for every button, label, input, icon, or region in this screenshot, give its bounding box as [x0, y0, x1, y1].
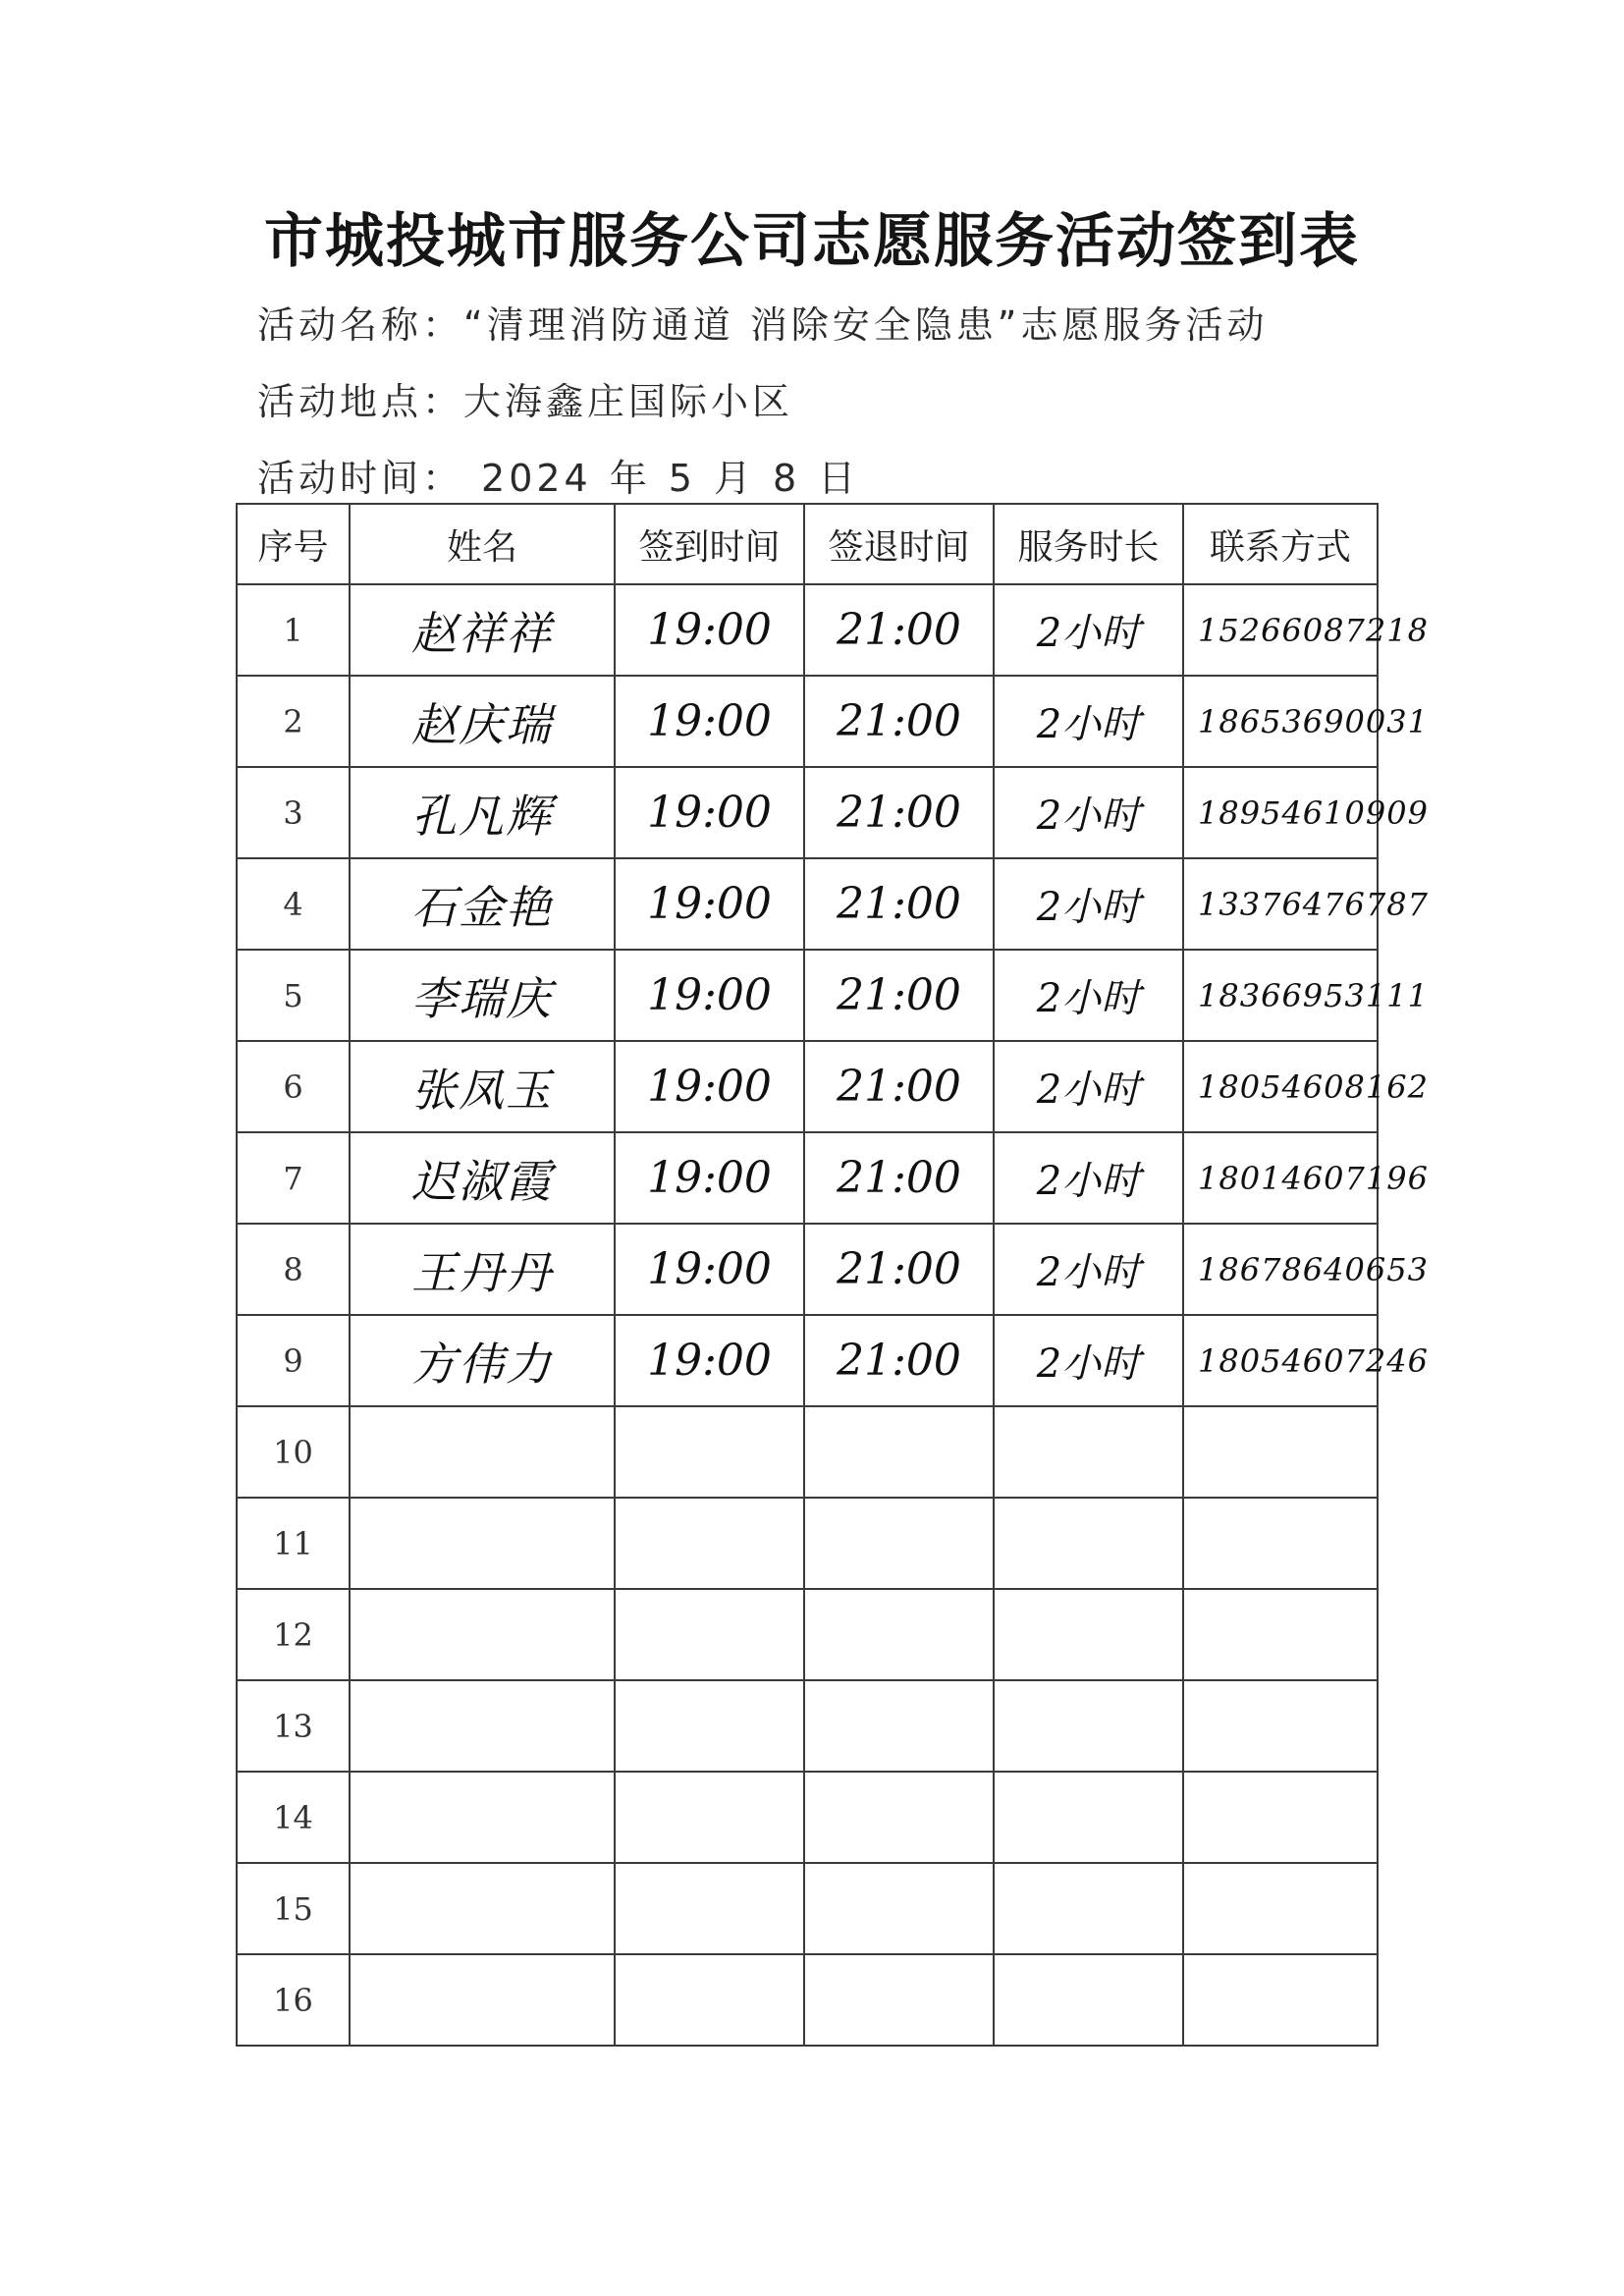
service-duration	[994, 1589, 1183, 1680]
table-row	[237, 767, 1378, 858]
service-duration	[994, 1406, 1183, 1498]
signature-name	[350, 1954, 615, 2046]
sign-in-time: 19:00	[615, 1315, 804, 1406]
row-number: 4	[237, 858, 350, 950]
sign-in-time	[615, 1498, 804, 1589]
service-duration	[994, 1680, 1183, 1772]
header-sign-in-time: 签到时间	[615, 504, 804, 584]
table-row	[237, 1041, 1378, 1132]
row-number: 7	[237, 1132, 350, 1224]
table-row	[237, 1589, 1378, 1680]
activity-name-label: 活动名称：	[257, 303, 464, 347]
row-number: 1	[237, 584, 350, 676]
contact-phone	[1183, 1498, 1378, 1589]
service-duration: 2小时	[994, 584, 1183, 676]
table-row	[237, 1224, 1378, 1315]
table-row	[237, 1954, 1378, 2046]
table-row	[237, 1772, 1378, 1863]
signature-name	[350, 1680, 615, 1772]
row-number: 13	[237, 1680, 350, 1772]
sign-out-time: 21:00	[804, 1132, 994, 1224]
table-row	[237, 1863, 1378, 1954]
sign-out-time: 21:00	[804, 767, 994, 858]
sign-out-time: 21:00	[804, 858, 994, 950]
service-duration: 2小时	[994, 1315, 1183, 1406]
sign-out-time	[804, 1498, 994, 1589]
table-row	[237, 676, 1378, 767]
sign-in-time: 19:00	[615, 584, 804, 676]
signature-name	[350, 1589, 615, 1680]
document-title: 市城投城市服务公司志愿服务活动签到表	[264, 207, 1360, 276]
service-duration: 2小时	[994, 1132, 1183, 1224]
sign-in-time: 19:00	[615, 767, 804, 858]
header-service-duration: 服务时长	[994, 504, 1183, 584]
sign-out-time: 21:00	[804, 584, 994, 676]
sign-out-time: 21:00	[804, 1224, 994, 1315]
header-sign-out-time: 签退时间	[804, 504, 994, 584]
table-body	[237, 584, 1429, 2046]
contact-phone	[1183, 1406, 1378, 1498]
contact-phone: 18653690031	[1183, 676, 1378, 767]
service-duration	[994, 1772, 1183, 1863]
activity-name-value: “清理消防通道 消除安全隐患”志愿服务活动	[463, 303, 1269, 347]
sign-in-time: 19:00	[615, 1041, 804, 1132]
activity-month: 5	[668, 457, 696, 500]
row-number: 12	[237, 1589, 350, 1680]
sign-out-time	[804, 1680, 994, 1772]
table-row	[237, 1680, 1378, 1772]
sign-in-time: 19:00	[615, 950, 804, 1041]
contact-phone	[1183, 1680, 1378, 1772]
sign-in-time: 19:00	[615, 1132, 804, 1224]
header-name: 姓名	[350, 504, 615, 584]
signature-name	[350, 1498, 615, 1589]
signature-name: 李瑞庆	[350, 950, 615, 1041]
contact-phone: 18366953111	[1183, 950, 1378, 1041]
sign-out-time: 21:00	[804, 1315, 994, 1406]
row-number: 8	[237, 1224, 350, 1315]
sign-out-time: 21:00	[804, 676, 994, 767]
service-duration	[994, 1498, 1183, 1589]
header-contact: 联系方式	[1183, 504, 1378, 584]
signature-name: 迟淑霞	[350, 1132, 615, 1224]
service-duration: 2小时	[994, 767, 1183, 858]
signature-name: 赵庆瑞	[350, 676, 615, 767]
signature-name	[350, 1863, 615, 1954]
activity-day: 8	[772, 457, 801, 500]
sign-in-time	[615, 1680, 804, 1772]
row-number: 15	[237, 1863, 350, 1954]
activity-place-label: 活动地点：	[257, 380, 464, 423]
activity-name-line	[257, 295, 1268, 349]
sign-in-time: 19:00	[615, 1224, 804, 1315]
sign-out-time	[804, 1863, 994, 1954]
contact-phone: 18678640653	[1183, 1224, 1378, 1315]
row-number: 9	[237, 1315, 350, 1406]
contact-phone: 18054608162	[1183, 1041, 1378, 1132]
contact-phone: 18954610909	[1183, 767, 1378, 858]
sign-out-time	[804, 1772, 994, 1863]
row-number: 16	[237, 1954, 350, 2046]
table-header-row	[237, 504, 1378, 584]
activity-place-line	[257, 371, 793, 425]
header-seq: 序号	[237, 504, 350, 584]
sign-in-time	[615, 1863, 804, 1954]
activity-day-unit: 日	[818, 457, 860, 500]
activity-place-value: 大海鑫庄国际小区	[463, 380, 794, 423]
signature-name: 张凤玉	[350, 1041, 615, 1132]
row-number: 6	[237, 1041, 350, 1132]
row-number: 2	[237, 676, 350, 767]
signature-name: 石金艳	[350, 858, 615, 950]
sign-out-time: 21:00	[804, 1041, 994, 1132]
table-row	[237, 1406, 1378, 1498]
sign-in-time	[615, 1589, 804, 1680]
signature-name: 孔凡辉	[350, 767, 615, 858]
row-number: 5	[237, 950, 350, 1041]
table-row	[237, 1132, 1378, 1224]
signature-name	[350, 1772, 615, 1863]
sign-out-time	[804, 1406, 994, 1498]
contact-phone	[1183, 1954, 1378, 2046]
activity-time-label: 活动时间：	[257, 457, 464, 500]
signature-name	[350, 1406, 615, 1498]
signature-name: 方伟力	[350, 1315, 615, 1406]
service-duration: 2小时	[994, 858, 1183, 950]
sign-out-time	[804, 1954, 994, 2046]
activity-month-unit: 月	[713, 457, 755, 500]
table-row	[237, 1498, 1378, 1589]
activity-time-line	[257, 448, 859, 502]
contact-phone: 13376476787	[1183, 858, 1378, 950]
sign-out-time: 21:00	[804, 950, 994, 1041]
table-row	[237, 950, 1378, 1041]
sign-in-table	[236, 503, 1429, 2047]
sign-in-time: 19:00	[615, 676, 804, 767]
contact-phone	[1183, 1589, 1378, 1680]
contact-phone	[1183, 1863, 1378, 1954]
table-row	[237, 858, 1378, 950]
row-number: 10	[237, 1406, 350, 1498]
activity-year-unit: 年	[609, 457, 651, 500]
sign-in-time	[615, 1772, 804, 1863]
contact-phone: 18054607246	[1183, 1315, 1378, 1406]
service-duration: 2小时	[994, 950, 1183, 1041]
sign-out-time	[804, 1589, 994, 1680]
contact-phone: 18014607196	[1183, 1132, 1378, 1224]
service-duration	[994, 1954, 1183, 2046]
service-duration	[994, 1863, 1183, 1954]
row-number: 3	[237, 767, 350, 858]
service-duration: 2小时	[994, 1041, 1183, 1132]
service-duration: 2小时	[994, 1224, 1183, 1315]
table-row	[237, 1315, 1378, 1406]
sign-in-time	[615, 1954, 804, 2046]
service-duration: 2小时	[994, 676, 1183, 767]
activity-year: 2024	[481, 457, 592, 500]
contact-phone	[1183, 1772, 1378, 1863]
row-number: 14	[237, 1772, 350, 1863]
row-number: 11	[237, 1498, 350, 1589]
signature-name: 王丹丹	[350, 1224, 615, 1315]
signature-name: 赵祥祥	[350, 584, 615, 676]
contact-phone: 15266087218	[1183, 584, 1378, 676]
table-row	[237, 584, 1378, 676]
sign-in-time: 19:00	[615, 858, 804, 950]
sign-in-time	[615, 1406, 804, 1498]
